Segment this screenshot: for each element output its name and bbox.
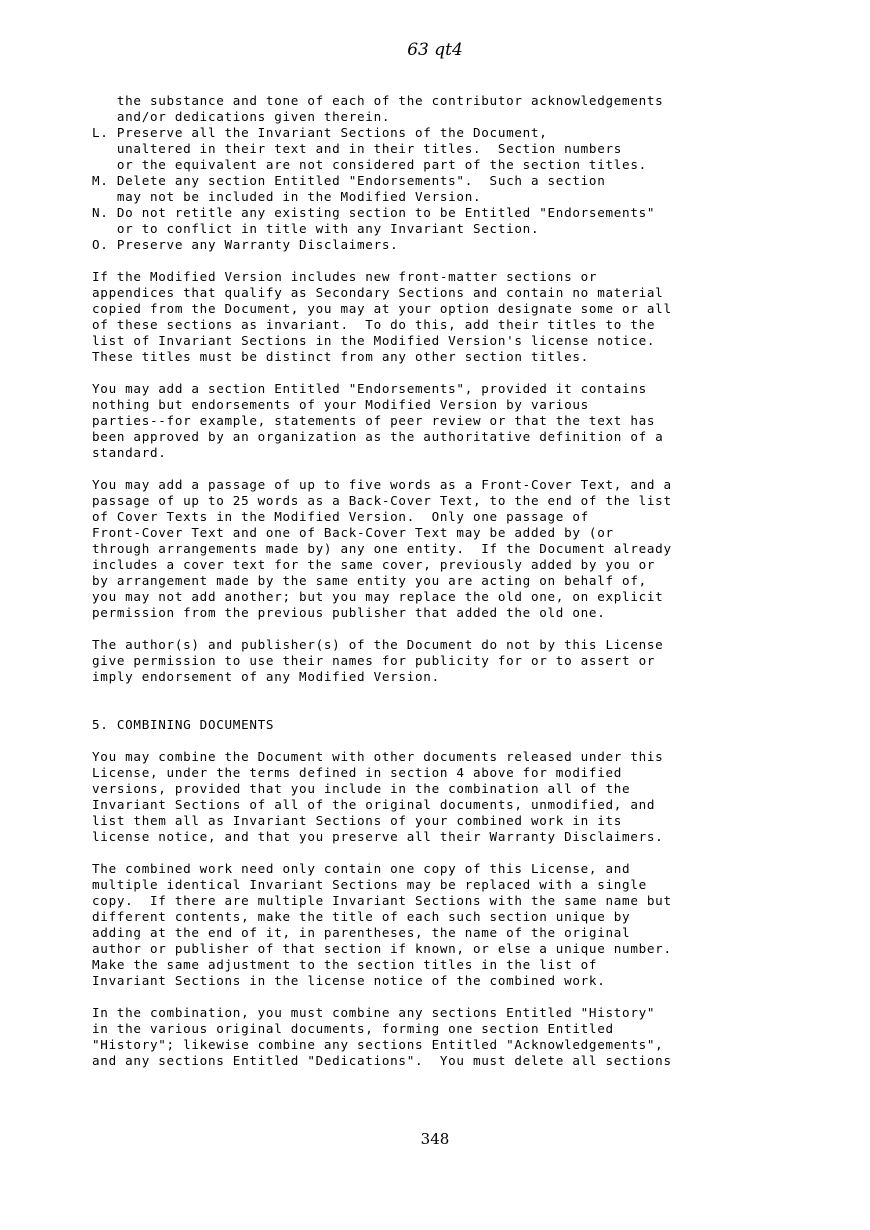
text-line: through arrangements made by) any one entity. If the Document already: [92, 541, 672, 556]
text-line: of these sections as invariant. To do this, add their titles to the: [92, 317, 656, 332]
text-line: Invariant Sections in the license notice of the combined work.: [92, 973, 606, 988]
text-line: passage of up to 25 words as a Back-Cover Text, to the end of the list: [92, 493, 672, 508]
text-line: give permission to use their names for publicity for or to assert or: [92, 653, 656, 668]
text-line: standard.: [92, 445, 167, 460]
text-line: and/or dedications given therein.: [92, 109, 391, 124]
text-line: You may add a section Entitled "Endorsements", provided it contains: [92, 381, 647, 396]
text-line: Front-Cover Text and one of Back-Cover Text may be added by (or: [92, 525, 614, 540]
blank-line: [92, 461, 692, 477]
text-line: appendices that qualify as Secondary Sections and contain no material: [92, 285, 664, 300]
text-line: or to conflict in title with any Invariant Section.: [92, 221, 540, 236]
text-line: includes a cover text for the same cover, previously added by you or: [92, 557, 656, 572]
text-line: 5. COMBINING DOCUMENTS: [92, 717, 275, 732]
text-line: unaltered in their text and in their titles. Section numbers: [92, 141, 623, 156]
text-line: You may add a passage of up to five words as a Front-Cover Text, and a: [92, 477, 672, 492]
text-line: versions, provided that you include in the combination all of the: [92, 781, 631, 796]
blank-line: [92, 733, 692, 749]
blank-line: [92, 365, 692, 381]
text-line: Invariant Sections of all of the original documents, unmodified, and: [92, 797, 656, 812]
text-line: permission from the previous publisher that added the old one.: [92, 605, 606, 620]
text-line: author or publisher of that section if known, or else a unique number.: [92, 941, 672, 956]
text-line: list them all as Invariant Sections of your combined work in its: [92, 813, 623, 828]
text-line: copied from the Document, you may at your option designate some or all: [92, 301, 672, 316]
text-line: multiple identical Invariant Sections may be replaced with a single: [92, 877, 647, 892]
text-line: and any sections Entitled "Dedications". You must delete all sections: [92, 1053, 672, 1068]
text-line: by arrangement made by the same entity you are acting on behalf of,: [92, 573, 647, 588]
text-line: M. Delete any section Entitled "Endorsements". Such a section: [92, 173, 606, 188]
document-body: [92, 93, 692, 1069]
text-line: in the various original documents, forming one section Entitled: [92, 1021, 614, 1036]
text-line: or the equivalent are not considered part of the section titles.: [92, 157, 647, 172]
text-line: N. Do not retitle any existing section to be Entitled "Endorsements": [92, 205, 656, 220]
blank-line: [92, 621, 692, 637]
text-line: These titles must be distinct from any other section titles.: [92, 349, 589, 364]
text-line: copy. If there are multiple Invariant Sections with the same name but: [92, 893, 672, 908]
text-line: License, under the terms defined in section 4 above for modified: [92, 765, 623, 780]
text-line: The author(s) and publisher(s) of the Document do not by this License: [92, 637, 664, 652]
text-line: nothing but endorsements of your Modified Version by various: [92, 397, 589, 412]
blank-line: [92, 253, 692, 269]
text-line: In the combination, you must combine any sections Entitled "History": [92, 1005, 656, 1020]
text-line: been approved by an organization as the authoritative definition of a: [92, 429, 664, 444]
text-line: O. Preserve any Warranty Disclaimers.: [92, 237, 399, 252]
text-line: list of Invariant Sections in the Modified Version's license notice.: [92, 333, 656, 348]
text-line: of Cover Texts in the Modified Version. Only one passage of: [92, 509, 589, 524]
text-line: license notice, and that you preserve all their Warranty Disclaimers.: [92, 829, 664, 844]
text-line: "History"; likewise combine any sections Entitled "Acknowledgements",: [92, 1037, 664, 1052]
text-line: Make the same adjustment to the section titles in the list of: [92, 957, 598, 972]
text-line: parties--for example, statements of peer review or that the text has: [92, 413, 656, 428]
text-line: the substance and tone of each of the contributor acknowledgements: [92, 93, 664, 108]
blank-line: [92, 989, 692, 1005]
blank-line: [92, 845, 692, 861]
blank-line: [92, 701, 692, 717]
blank-line: [92, 685, 692, 701]
text-line: adding at the end of it, in parentheses, the name of the original: [92, 925, 631, 940]
text-line: imply endorsement of any Modified Version.: [92, 669, 440, 684]
text-line: The combined work need only contain one copy of this License, and: [92, 861, 631, 876]
text-line: may not be included in the Modified Version.: [92, 189, 482, 204]
text-line: you may not add another; but you may replace the old one, on explicit: [92, 589, 664, 604]
text-line: You may combine the Document with other documents released under this: [92, 749, 664, 764]
text-line: different contents, make the title of each such section unique by: [92, 909, 631, 924]
page-number: 348: [420, 1130, 450, 1148]
text-line: L. Preserve all the Invariant Sections of the Document,: [92, 125, 548, 140]
page-header: 63 qt4: [407, 40, 463, 60]
text-line: If the Modified Version includes new front-matter sections or: [92, 269, 598, 284]
